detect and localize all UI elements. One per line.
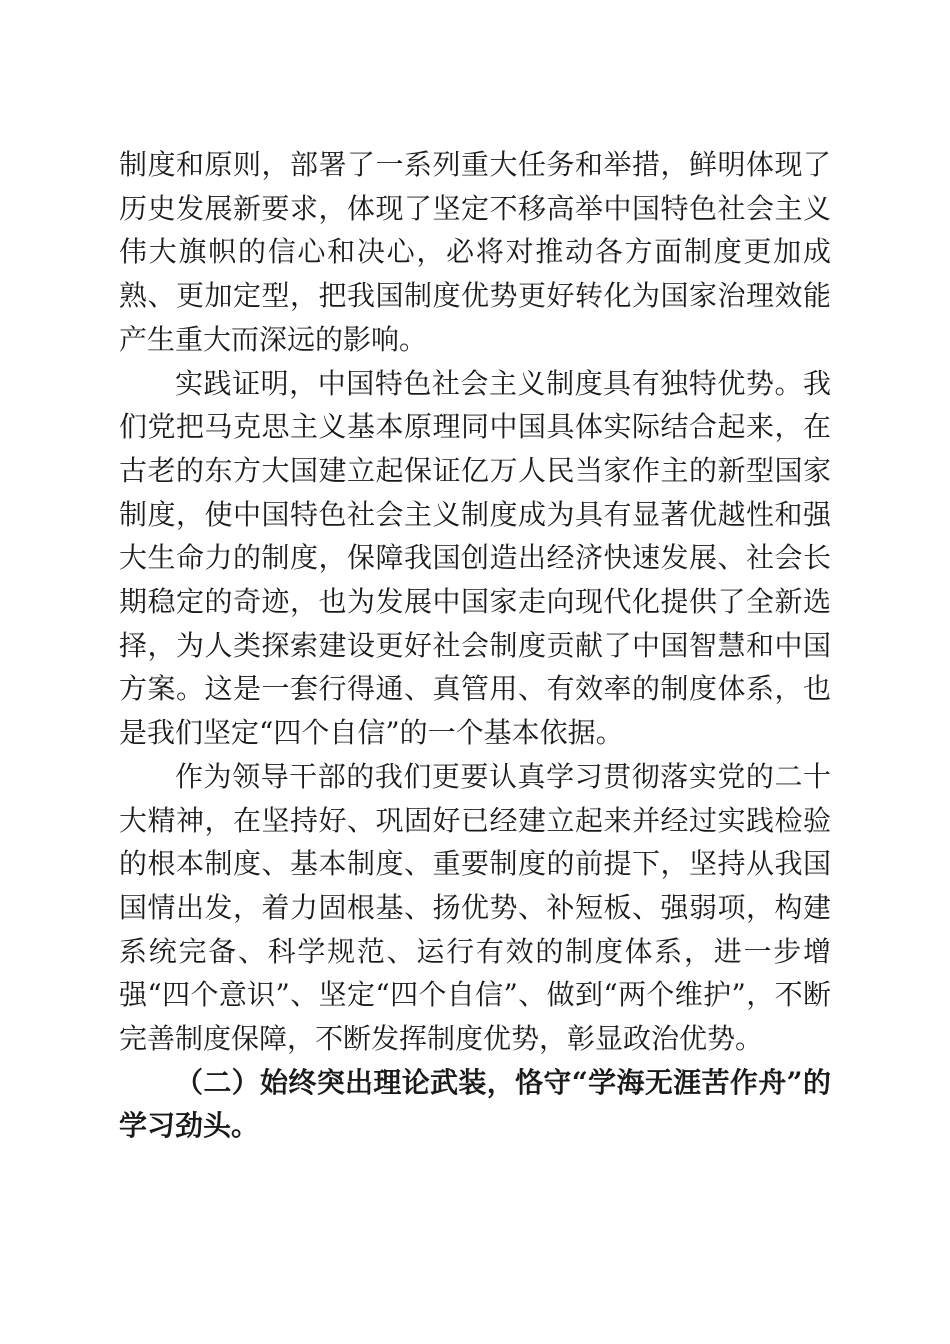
paragraph-practice-proof: 实践证明，中国特色社会主义制度具有独特优势。我们党把马克思主义基本原理同中国具体实际结合起来，在古老的东方大国建立起保证亿万人民当家作主的新型国家制度，使中国特色社会主义制度成为具有显著优越性和强大生命力的制度，保障我国创造出经济快速发展、社会长期稳定的奇迹，也为发展中国家走向现代化提供了全新选择，为人类探索建设更好社会制度贡献了中国智慧和中国方案。这是一套行得通、真管用、有效率的制度体系，也是我们坚定“四个自信”的一个基本依据。	[119, 366, 831, 750]
section-heading-2: （二）始终突出理论武装，恪守“学海无涯苦作舟”的学习劲头。	[119, 1065, 831, 1143]
paragraph-continuation: 制度和原则，部署了一系列重大任务和举措，鲜明体现了历史发展新要求，体现了坚定不移高举中国特色社会主义伟大旗帜的信心和决心，必将对推动各方面制度更加成熟、更加定型，把我国制度优势更好转化为国家治理效能产生重大而深远的影响。	[119, 148, 831, 356]
paragraph-leadership-cadres: 作为领导干部的我们更要认真学习贯彻落实党的二十大精神，在坚持好、巩固好已经建立起来并经过实践检验的根本制度、基本制度、重要制度的前提下，坚持从我国国情出发，着力固根基、扬优势、补短板、强弱项，构建系统完备、科学规范、运行有效的制度体系，进一步增强“四个意识”、坚定“四个自信”、做到“两个维护”，不断完善制度保障，不断发挥制度优势，彰显政治优势。	[119, 759, 831, 1056]
document-body	[119, 143, 831, 1148]
